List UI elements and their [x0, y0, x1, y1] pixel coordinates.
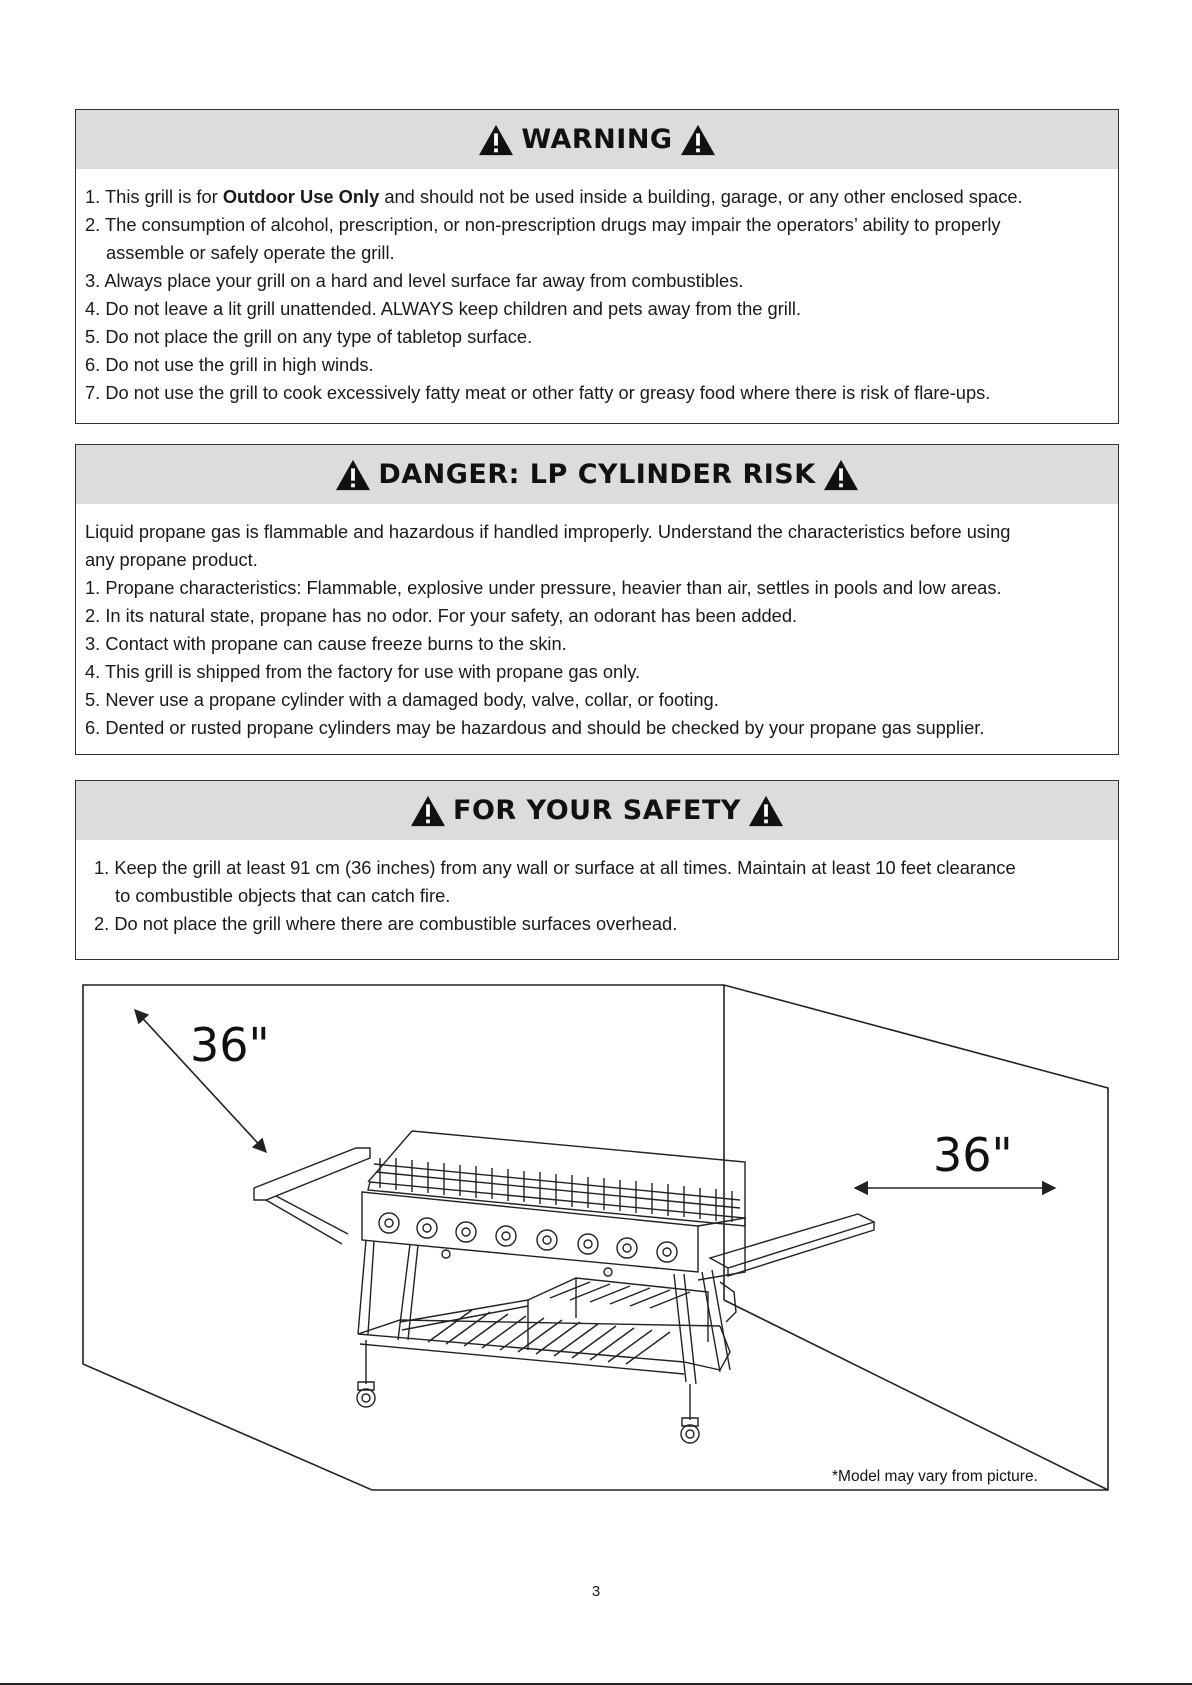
- back-clearance-label: 36": [190, 1018, 270, 1072]
- safety-list: [76, 840, 1118, 950]
- warning-triangle-icon: [747, 794, 785, 828]
- warning-item-1-suffix: and should not be used inside a building, garage, or any other enclosed space.: [379, 186, 1023, 207]
- danger-intro-line-2: any propane product.: [85, 549, 258, 570]
- warning-item-1-prefix: 1. This grill is for: [85, 186, 223, 207]
- danger-panel: [75, 444, 1119, 755]
- safety-item-1: 1. Keep the grill at least 91 cm (36 inches) from any wall or surface at all times. Maintain at least 10 feet clearance: [94, 857, 1016, 878]
- danger-item-2: 2. In its natural state, propane has no odor. For your safety, an odorant has been added.: [85, 605, 798, 626]
- warning-triangle-icon: [409, 794, 447, 828]
- warning-list: [76, 169, 1118, 419]
- warning-triangle-icon: [822, 458, 860, 492]
- warning-title: WARNING: [521, 124, 673, 155]
- danger-intro-line-1: Liquid propane gas is flammable and hazardous if handled improperly. Understand the characteristics before using: [85, 521, 1011, 542]
- danger-item-3: 3. Contact with propane can cause freeze burns to the skin.: [85, 633, 567, 654]
- page-number: 3: [591, 1583, 601, 1600]
- warning-triangle-icon: [679, 123, 717, 157]
- side-clearance-label: 36": [933, 1128, 1013, 1182]
- warning-item-3: 3. Always place your grill on a hard and level surface far away from combustibles.: [85, 270, 744, 291]
- safety-header: [76, 781, 1118, 840]
- danger-list: [76, 504, 1118, 754]
- warning-triangle-icon: [477, 123, 515, 157]
- model-footnote: *Model may vary from picture.: [832, 1468, 1038, 1485]
- warning-item-1: [85, 183, 1110, 211]
- danger-title: DANGER: LP CYLINDER RISK: [378, 459, 816, 490]
- warning-item-5: 5. Do not place the grill on any type of tabletop surface.: [85, 326, 533, 347]
- warning-panel: [75, 109, 1119, 424]
- danger-item-1: 1. Propane characteristics: Flammable, explosive under pressure, heavier than air, settles in pools and low areas.: [85, 577, 1002, 598]
- safety-panel: [75, 780, 1119, 960]
- danger-header: [76, 445, 1118, 504]
- grill-illustration: [254, 1131, 874, 1443]
- warning-item-1-bold: Outdoor Use Only: [222, 186, 380, 207]
- danger-item-6: 6. Dented or rusted propane cylinders may be hazardous and should be checked by your propane gas supplier.: [85, 717, 985, 738]
- safety-item-2: 2. Do not place the grill where there are combustible surfaces overhead.: [94, 913, 678, 934]
- warning-item-6: 6. Do not use the grill in high winds.: [85, 354, 374, 375]
- warning-item-2-continued: assemble or safely operate the grill.: [106, 242, 395, 263]
- warning-header: [76, 110, 1118, 169]
- danger-item-5: 5. Never use a propane cylinder with a damaged body, valve, collar, or footing.: [85, 689, 719, 710]
- warning-triangle-icon: [334, 458, 372, 492]
- danger-item-4: 4. This grill is shipped from the factory for use with propane gas only.: [85, 661, 641, 682]
- safety-title: FOR YOUR SAFETY: [453, 795, 741, 826]
- safety-item-1-continued: to combustible objects that can catch fire.: [115, 885, 451, 906]
- warning-item-7: 7. Do not use the grill to cook excessively fatty meat or other fatty or greasy food where there is risk of flare-ups.: [85, 382, 991, 403]
- warning-item-4: 4. Do not leave a lit grill unattended. ALWAYS keep children and pets away from the grill.: [85, 298, 802, 319]
- warning-item-2: 2. The consumption of alcohol, prescription, or non-prescription drugs may impair the operators’ ability to properly: [85, 214, 1001, 235]
